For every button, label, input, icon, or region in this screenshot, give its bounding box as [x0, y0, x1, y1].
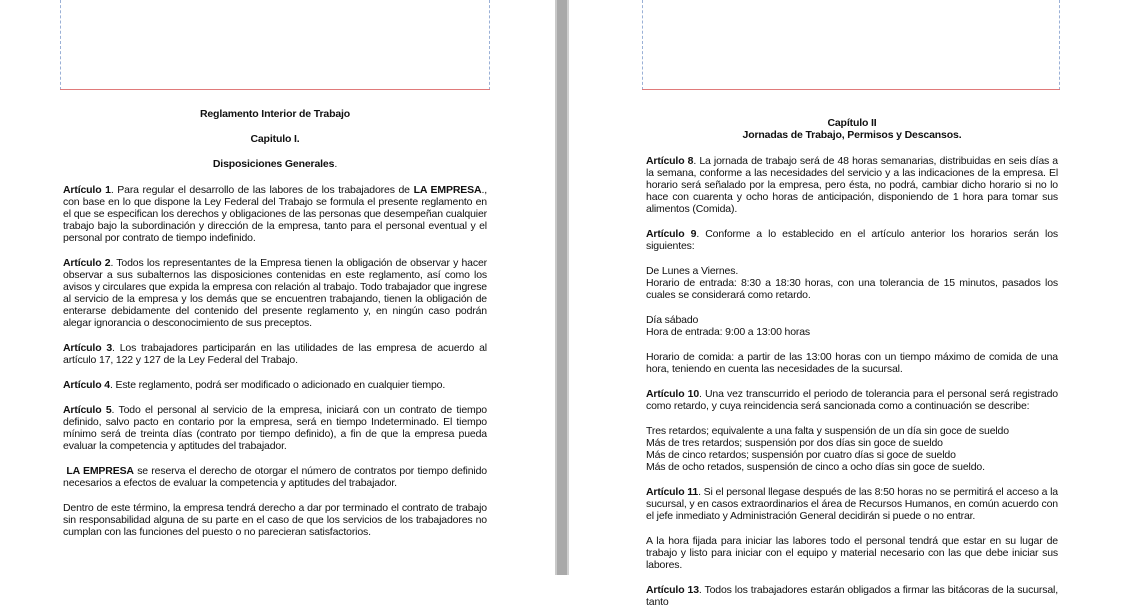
page-body-right [646, 117, 1058, 608]
saturday-hours: Hora de entrada: 9:00 a 13:00 horas [646, 326, 811, 338]
closing-paragraph: Dentro de este término, la empresa tendrá derecho a dar por terminado el contrato de trabajo sin responsabilidad alguna de su parte en el caso de que los servicios de los trabajadores no cumplan con las funciones del puesto o no parecieran satisfactorios. [63, 502, 487, 538]
chapter-heading: Capítulo II [827, 117, 877, 129]
article-2: Artículo 2. Todos los representantes de la Empresa tienen la obligación de observar y hacer observar a sus subalternos las disposiciones contenidas en este reglamento, así como los avisos y circulares que expida la empresa con relación al trabajo. Todo trabajador que ingrese al servicio de la empresa y los demás que se encuentren trabajando, tienen la obligación de enterarse debidamente del contenido del presente reglamento y, en ningún caso podrán alegar ignorancia o desconocimiento de sus preceptos. [63, 257, 487, 329]
section-heading: Disposiciones Generales. [212, 158, 338, 170]
page-body-left [63, 108, 487, 538]
sanction-item: Más de cinco retardos; suspensión por cuatro días si goce de sueldo [646, 449, 956, 461]
sanction-item: Más de tres retardos; suspensión por dos días sin goce de sueldo [646, 437, 943, 449]
chapter-heading: Capitulo I. [250, 133, 300, 145]
sanction-item: Tres retardos; equivalente a una falta y suspensión de un día sin goce de sueldo [646, 425, 1009, 437]
article-1: Artículo 1. Para regular el desarrollo de las labores de los trabajadores de LA EMPRESA., con base en lo que dispone la Ley Federal del Trabajo se formula el presente reglamento en el que se especifican los derechos y obligaciones de las personas que desempeñan cualquier trabajo bajo la subordinación y dirección de la empresa, tanto para el personal eventual y el personal por contrato de tiempo indefinido. [63, 184, 487, 244]
page-gutter [555, 0, 569, 575]
article-4: Artículo 4. Este reglamento, podrá ser modificado o adicionado en cualquier tiempo. [63, 379, 446, 391]
document-title: Reglamento Interior de Trabajo [199, 108, 351, 120]
article-9: Artículo 9. Conforme a lo establecido en el artículo anterior los horarios serán los siguientes: [646, 228, 1058, 252]
document-page-right [569, 0, 1121, 608]
weekday-heading: De Lunes a Viernes. [646, 265, 739, 277]
chapter-subtitle: Jornadas de Trabajo, Permisos y Descansos. [742, 129, 962, 141]
header-margin-line [642, 89, 1060, 90]
header-margin-guide [642, 0, 1060, 90]
article-3: Artículo 3. Los trabajadores participarán en las utilidades de las empresa de acuerdo al artículo 17, 122 y 127 de la Ley Federal del Trabajo. [63, 342, 487, 366]
article-11: Artículo 11. Si el personal llegase después de las 8:50 horas no se permitirá el acceso a la sucursal, y en casos extraordinarios el área de Recursos Humanos, en común acuerdo con el jefe inmediato y Administración General decidirán si puede o no entrar. [646, 486, 1058, 522]
header-margin-line [60, 89, 490, 90]
document-page-left [0, 0, 555, 575]
lunch-schedule: Horario de comida: a partir de las 13:00 horas con un tiempo máximo de comida de una hora, teniendo en cuenta las necesidades de la sucursal. [646, 351, 1058, 375]
article-5: Artículo 5. Todo el personal al servicio de la empresa, iniciará con un contrato de tiempo definido, salvo pacto en contario por la empresa, será en tiempo Indeterminado. El tiempo mínimo será de treinta días (contrato por tiempo definido), a fin de que la empresa pueda evaluar la competencia y aptitudes del trabajador. [63, 404, 487, 452]
weekday-hours: Horario de entrada: 8:30 a 18:30 horas, con una tolerancia de 15 minutos, pasados los cuales se considerará como retardo. [646, 277, 1058, 301]
saturday-heading: Día sábado [646, 314, 699, 326]
article-8: Artículo 8. La jornada de trabajo será de 48 horas semanarias, distribuidas en seis días a la semana, conforme a las necesidades del servicio y a las indicaciones de la empresa. El horario será señalado por la empresa, pero ésta, no podrá, cambiar dicho horario si no lo hace con cuarenta y ocho horas de anticipación, disponiendo de 1 hora para tomar sus alimentos (Comida). [646, 155, 1058, 215]
article-10: Artículo 10. Una vez transcurrido el periodo de tolerancia para el personal será registrado como retardo, y cuya reincidencia será sancionada como a continuación se describe: [646, 388, 1058, 412]
company-reserve-paragraph: LA EMPRESA se reserva el derecho de otorgar el número de contratos por tiempo definido necesarios a efectos de evaluar la competencia y aptitudes del trabajador. [63, 465, 487, 489]
article-13: Artículo 13. Todos los trabajadores estarán obligados a firmar las bitácoras de la sucursal, tanto [646, 584, 1058, 608]
sanction-item: Más de ocho retados, suspensión de cinco a ocho días sin goce de sueldo. [646, 461, 985, 473]
start-work-paragraph: A la hora fijada para iniciar las labores todo el personal tendrá que estar en su lugar de trabajo y listo para iniciar con el equipo y material necesario con las que debe iniciar sus labores. [646, 535, 1058, 571]
header-margin-guide [60, 0, 490, 90]
